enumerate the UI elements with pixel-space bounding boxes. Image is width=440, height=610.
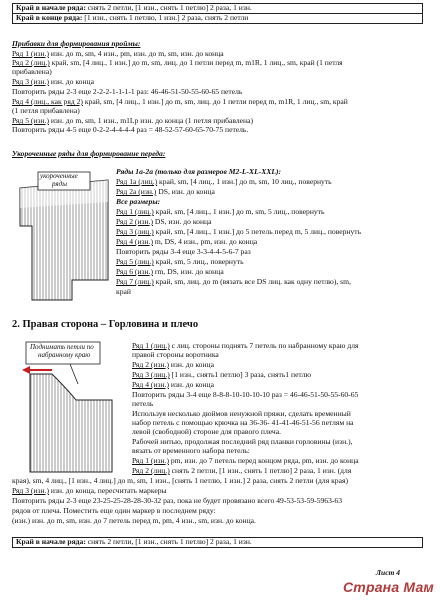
- short-row-1-label: Ряд 1 (лиц.): [116, 207, 154, 216]
- armhole-row-1-text: изн. до m, sm, 4 изн., pm, изн. до m, sm, изн. до конца: [48, 49, 224, 58]
- armhole-row-2-cont: прибавлена): [12, 67, 52, 76]
- short-row-2a-label: Ряд 2а (изн.): [116, 187, 157, 196]
- edge-rule-bottom-text: снять 2 петли, [1 изн., снять 1 петлю] 2 раза, 1 изн.: [85, 538, 252, 546]
- neck-row-2-text: изн. до конца: [168, 360, 214, 369]
- short-row-5: [116, 258, 244, 267]
- short-row-7-text: край, sm, лиц. до m (вязать все DS лиц. как одну петлю), sm,: [153, 277, 351, 286]
- short-row-2-text: DS, изн. до конца: [152, 217, 212, 226]
- armhole-row-1-label: Ряд 1 (изн.): [12, 49, 49, 58]
- scrap-yarn-3: левой (свободной) стороне для правого плеча.: [132, 427, 282, 436]
- short-row-2a-text: DS, изн. до конца: [156, 187, 215, 196]
- short-rows-sub-2: Все размеры:: [116, 197, 161, 206]
- neck-repeat-1: Повторить ряды 3-4 еще 8-8-8-10-10-10-10 раз = 46-46-51-50-55-60-65: [132, 390, 359, 399]
- armhole-repeat-2: Повторить ряды 4-5 еще 0-2-2-4-4-4-4 раз = 48-52-57-60-65-70-75 петель.: [12, 125, 249, 134]
- short-row-2: [116, 218, 211, 227]
- short-row-1a-text: край, sm, [4 лиц., 1 изн.] до m, sm, 10 лиц., повернуть: [157, 177, 332, 186]
- short-row-3-label: Ряд 3 (лиц.): [116, 227, 154, 236]
- short-row-2a: [116, 188, 215, 197]
- shoulder-row-1-text: pm, изн. до 7 петель перед концом ряда, pm, изн. до конца: [168, 456, 359, 465]
- shoulder-row-2-cont: края), sm, 4 лиц., [1 изн., 4 лиц.] до m, sm, 1 изн., [снять 1 петлю, 1 изн.] 2 раза, снять 2 петли (для края): [12, 476, 348, 485]
- edge-rule-end-label: Край в конце ряда:: [16, 13, 83, 22]
- edge-rule-end-text: [1 изн., снять 1 петлю, 1 изн.] 2 раза, снять 2 петли: [82, 13, 249, 22]
- scrap-yarn-1: Используя несколько дюймов ненужной пряжи, сделать временный: [132, 409, 351, 418]
- shoulder-row-3-text: изн. до конца, пересчитать маркеры: [48, 486, 167, 495]
- armhole-row-4-text: край, sm, [4 лиц., 1 изн.] до m, sm, лиц. до 1 петли перед m, m1R, 1 лиц., sm, край: [82, 97, 348, 106]
- working-yarn-2: вязать от временного набора петель:: [132, 446, 250, 455]
- short-row-1a: [116, 178, 332, 187]
- neck-row-1-label: Ряд 1 (лиц.): [132, 341, 170, 350]
- short-row-1a-label: Ряд 1а (лиц.): [116, 177, 158, 186]
- neck-row-1-text: с лиц. стороны поднять 7 петель по набранному краю для: [169, 341, 359, 350]
- shoulder-row-3: [12, 487, 167, 496]
- short-row-6-text: rm, DS, изн. до конца: [152, 267, 224, 276]
- armhole-row-4-label: Ряд 4 (лиц., как ряд 2): [12, 97, 83, 106]
- shoulder-row-1-label: Ряд 1 (изн.): [132, 456, 169, 465]
- short-rows-title: Укороченные ряды для формирование переда:: [12, 149, 166, 158]
- edge-rule-bottom: [13, 538, 422, 547]
- shoulder-repeat-1: Повторить ряды 2-3 еще 23-25-25-28-28-30-32 раз, пока не будет провязано всего 49-53-53-59-5963-63: [12, 496, 343, 505]
- edge-rule-start-label: Край в начале ряда:: [16, 4, 86, 12]
- shoulder-row-1: [132, 457, 359, 466]
- neck-row-1-cont: правой стороны воротника: [132, 350, 219, 359]
- short-row-5-label: Ряд 5 (лиц.): [116, 257, 154, 266]
- working-yarn-1: Рабочей нитью, продолжая последний ряд планки горловины (изн.),: [132, 437, 353, 446]
- edge-rule-bottom-label: Край в начале ряда:: [16, 538, 86, 546]
- section-2-title: 2. Правая сторона – Горловина и плечо: [12, 319, 199, 330]
- edge-rule-end: [13, 13, 422, 23]
- short-row-2-label: Ряд 2 (изн.): [116, 217, 153, 226]
- shoulder-row-3-label: Ряд 3 (изн.): [12, 486, 49, 495]
- armhole-repeat-1: Повторить ряды 2-3 еще 2-2-2-1-1-1-1 раз: 46-46-51-50-55-60-65 петель: [12, 87, 243, 96]
- neck-row-3-text: [1 изн., снять1 петлю] 3 раза, снять1 петлю: [169, 370, 312, 379]
- short-rows-diagram: [12, 168, 120, 308]
- short-row-6-label: Ряд 6 (изн.): [116, 267, 153, 276]
- short-row-3: [116, 228, 361, 237]
- armhole-row-5-label: Ряд 5 (изн.): [12, 116, 49, 125]
- neck-row-3: [132, 371, 311, 380]
- shoulder-row-2-label: Ряд 2 (лиц.): [132, 466, 170, 475]
- short-rows-sub-1: Ряды 1а-2а (только для размеров M2-L-XL-XXL):: [116, 167, 282, 176]
- armhole-row-2-label: Ряд 2 (лиц.): [12, 58, 50, 67]
- short-row-7-cont: край: [116, 287, 131, 296]
- armhole-row-4-cont: (1 петля прибавлена): [12, 106, 80, 115]
- short-row-6: [116, 268, 224, 277]
- edge-rule-start-text: снять 2 петли, [1 изн., снять 1 петлю] 2 раза, 1 изн.: [85, 4, 252, 12]
- shoulder-repeat-2: рядов от плеча. Поместить еще один маркер в последнем ряду:: [12, 506, 216, 515]
- short-row-5-text: край, sm, 5 лиц., повернуть: [153, 257, 244, 266]
- edge-rule-start: [13, 4, 422, 13]
- armhole-row-3-text: изн. до конца: [48, 77, 94, 86]
- short-row-1: [116, 208, 324, 217]
- scrap-yarn-2: набор петель с помощью крючка на 36-36- 41-41-46-51-56 петлям на: [132, 418, 354, 427]
- neckline-diagram-label-2: набранному краю: [38, 351, 91, 359]
- neckline-diagram-label-1: Поднимать петли по: [30, 343, 94, 351]
- armhole-row-2-text: край, sm, [4 лиц., 1 изн.] до m, sm, лиц. до 1 петли перед m, m1R, 1 лиц., sm, край (1 петля: [49, 58, 343, 67]
- short-row-1-text: край, sm, [4 лиц., 1 изн.] до m, sm, 5 лиц., повернуть: [153, 207, 325, 216]
- neck-row-2-label: Ряд 2 (изн.): [132, 360, 169, 369]
- short-row-4-text: m, DS, 4 изн., pm, изн. до конца: [152, 237, 258, 246]
- short-row-3-text: край, sm, [4 лиц., 1 изн.] до 5 петель перед m, 5 лиц., повернуть: [153, 227, 362, 236]
- neck-row-3-label: Ряд 3 (лиц.): [132, 370, 170, 379]
- short-row-7: [116, 278, 351, 287]
- short-rows-repeat: Повторить ряды 3-4 еще 3-3-4-4-5-6-7 раз: [116, 247, 251, 256]
- armhole-row-3-label: Ряд 3 (изн.): [12, 77, 49, 86]
- neck-repeat-2: петель: [132, 399, 154, 408]
- edge-rules-box: [12, 3, 423, 24]
- short-rows-diagram-label-1: укороченные: [40, 172, 78, 180]
- short-row-4: [116, 238, 257, 247]
- armhole-title: Прибавки для формирования проймы:: [12, 39, 141, 48]
- site-watermark: Страна Мам: [342, 579, 434, 595]
- page-number: Лист 4: [375, 568, 400, 577]
- neckline-diagram: [12, 340, 124, 475]
- neck-row-2: [132, 361, 214, 370]
- armhole-row-2: [12, 59, 343, 68]
- edge-rule-bottom-box: [12, 537, 423, 548]
- neck-row-4-label: Ряд 4 (изн.): [132, 380, 169, 389]
- armhole-row-3: [12, 78, 94, 87]
- shoulder-repeat-3: (изн.) изн. до m, sm, изн. до 7 петель перед m, pm, 4 изн., sm, изн. до конца.: [12, 516, 256, 525]
- neck-row-4: [132, 381, 214, 390]
- shoulder-row-2-text: снять 2 петли, [1 изн., снять 1 петлю] 2 раза, 1 изн. (для: [169, 466, 352, 475]
- armhole-row-5-text: изн. до m, sm, 1 изн., m1Lp изн. до конца (1 петля прибавлена): [48, 116, 253, 125]
- neck-row-4-text: изн. до конца: [168, 380, 214, 389]
- short-row-7-label: Ряд 7 (лиц.): [116, 277, 154, 286]
- short-row-4-label: Ряд 4 (изн.): [116, 237, 153, 246]
- shoulder-row-2: [132, 467, 351, 476]
- short-rows-diagram-label-2: ряды: [52, 180, 67, 188]
